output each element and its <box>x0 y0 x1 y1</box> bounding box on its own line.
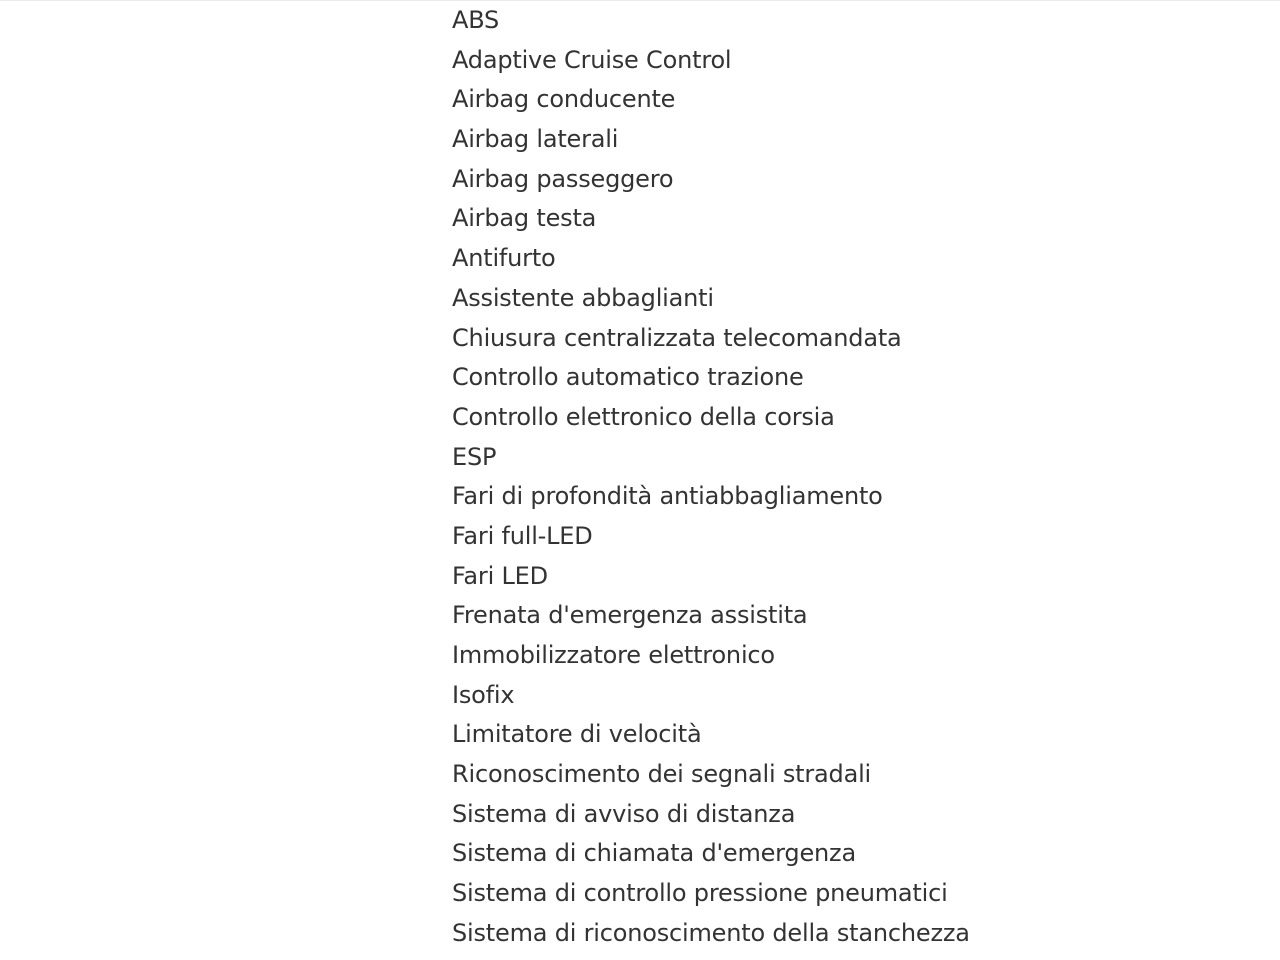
feature-item: Airbag testa <box>452 204 597 233</box>
feature-item: Sistema di riconoscimento della stanchezza <box>452 918 970 947</box>
feature-item: Chiusura centralizzata telecomandata <box>452 323 902 352</box>
feature-item: Antifurto <box>452 244 556 273</box>
feature-item: ESP <box>452 442 497 471</box>
feature-item: Airbag passeggero <box>452 164 674 193</box>
feature-item: Airbag laterali <box>452 125 619 154</box>
feature-item: ABS <box>452 6 500 34</box>
feature-item: Sistema di controllo pressione pneumatici <box>452 879 948 908</box>
feature-item: Airbag conducente <box>452 85 676 114</box>
feature-item: Adaptive Cruise Control <box>452 45 732 74</box>
feature-item: Limitatore di velocità <box>452 720 702 749</box>
feature-item: Controllo automatico trazione <box>452 363 804 392</box>
feature-item: Assistente abbaglianti <box>452 283 714 312</box>
feature-item: Sistema di avviso di distanza <box>452 799 796 828</box>
feature-item: Immobilizzatore elettronico <box>452 641 775 669</box>
feature-item: Isofix <box>452 680 515 709</box>
feature-list <box>452 0 970 953</box>
feature-item: Frenata d'emergenza assistita <box>452 601 808 630</box>
feature-item: Fari di profondità antiabbagliamento <box>452 482 883 511</box>
feature-item: Fari full-LED <box>452 521 593 550</box>
feature-item: Riconoscimento dei segnali stradali <box>452 760 872 789</box>
feature-item: Fari LED <box>452 561 548 590</box>
feature-item: Controllo elettronico della corsia <box>452 402 835 431</box>
feature-item: Sistema di chiamata d'emergenza <box>452 839 856 868</box>
